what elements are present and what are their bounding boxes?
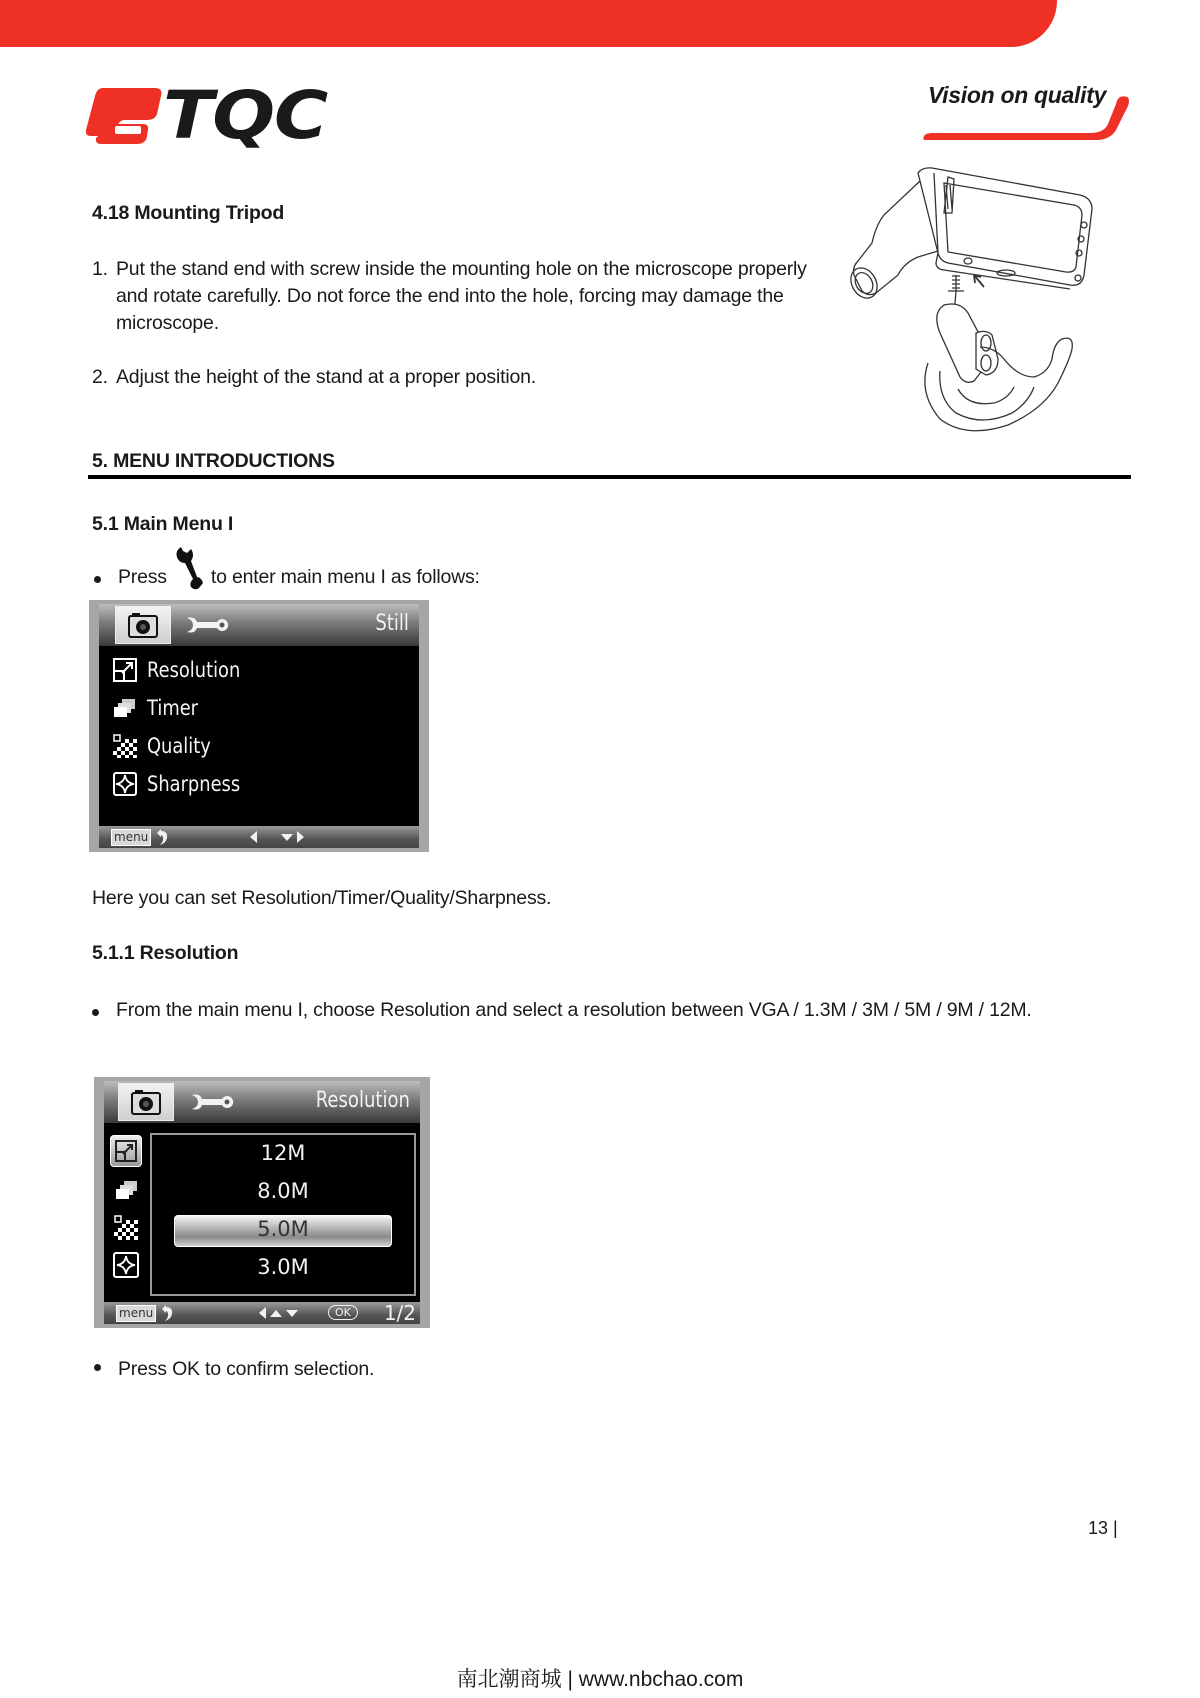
resolution-options-list [150,1133,416,1296]
menu-description: Here you can set Resolution/Timer/Quality/Sharpness. [92,887,552,909]
lcd-footer [104,1302,420,1324]
bullet-resolution [92,997,1032,1024]
lcd-footer [99,826,419,848]
back-arrow-icon [160,1305,174,1322]
logo-red-mark [85,84,163,148]
step-2 [92,364,822,391]
menu-item-timer[interactable] [113,692,207,724]
page-number: 13 | [1088,1518,1118,1538]
menu-item-label: Sharpness [147,772,241,796]
menu-item-label: Quality [147,734,211,758]
section-heading-5: 5. MENU INTRODUCTIONS [92,450,335,472]
step-number: 2. [92,366,108,388]
menu-item-sharpness[interactable] [113,768,257,800]
bullet-dot [94,576,101,583]
microscope-illustration-drawing [848,163,1098,438]
quality-icon [110,1212,142,1244]
lcd-mode-title: Still [375,611,409,636]
bullet-text: From the main menu I, choose Resolution and select a resolution between VGA / 1.3M / 3M / 5M / 9M / 12M. [116,999,1032,1021]
resolution-option[interactable]: 8.0M [257,1179,309,1203]
section-divider [88,475,1131,479]
camera-icon [116,607,170,643]
back-arrow-icon [155,829,169,846]
lcd-main-menu-screenshot [89,600,429,852]
section-heading-5-1-1: 5.1.1 Resolution [92,942,239,964]
ok-button[interactable]: OK [328,1305,358,1320]
step-text: Adjust the height of the stand at a proper position. [116,366,536,388]
wrench-icon [173,545,207,591]
microscope-tripod-illustration [848,163,1098,438]
resolution-option[interactable]: 12M [260,1141,306,1165]
menu-item-quality[interactable] [113,730,222,762]
step-number: 1. [92,258,108,280]
bullet-dot [92,1009,99,1016]
settings-wrench-tab-icon [190,1093,236,1111]
nav-arrows-icon [258,1306,306,1320]
section-heading-4-18: 4.18 Mounting Tripod [92,202,285,224]
step-1 [92,256,822,337]
tagline [920,80,1135,150]
resolution-option[interactable]: 3.0M [257,1255,309,1279]
resolution-icon-selected [110,1135,142,1167]
section-heading-5-1: 5.1 Main Menu I [92,513,234,535]
menu-item-label: Timer [147,696,199,720]
resolution-option-selected[interactable]: 5.0M [257,1217,309,1241]
bullet-press-wrench [92,545,480,591]
page-indicator: 1/2 [383,1301,416,1325]
settings-wrench-tab-icon [185,616,231,634]
lcd-mode-title: Resolution [315,1088,410,1113]
bullet-text: Press OK to confirm selection. [118,1358,375,1380]
sharpness-icon [110,1249,142,1281]
header-red-bar [0,0,1057,47]
resolution-icon [113,658,137,682]
step-text: Put the stand end with screw inside the mounting hole on the microscope properly and rotate carefully. Do not force the end into the hole, forcing may damage the microscope. [116,258,807,334]
bullet-text-before: Press [118,566,167,588]
timer-icon [110,1175,142,1207]
quality-icon [113,734,137,758]
menu-back-button[interactable]: menu [116,1305,156,1322]
lcd-header [104,1081,420,1123]
bullet-press-ok [92,1356,374,1383]
menu-item-label: Resolution [147,658,241,682]
camera-tab [115,606,171,644]
bullet-dot [94,1364,101,1371]
lcd-resolution-screenshot [94,1077,430,1328]
nav-arrows-icon [249,830,309,844]
bullet-text-after: to enter main menu I as follows: [210,566,480,588]
lcd-header [99,604,419,646]
camera-icon [119,1084,173,1120]
tagline-text: Vision on quality [928,82,1107,108]
sharpness-icon [113,772,137,796]
tqc-logo [85,77,365,154]
camera-tab [118,1083,174,1121]
timer-icon [113,696,137,720]
menu-item-resolution[interactable] [113,654,257,686]
footer-website[interactable]: 南北潮商城 | www.nbchao.com [456,1668,744,1691]
logo-text: TQC [163,77,328,154]
menu-back-button[interactable]: menu [111,829,151,846]
